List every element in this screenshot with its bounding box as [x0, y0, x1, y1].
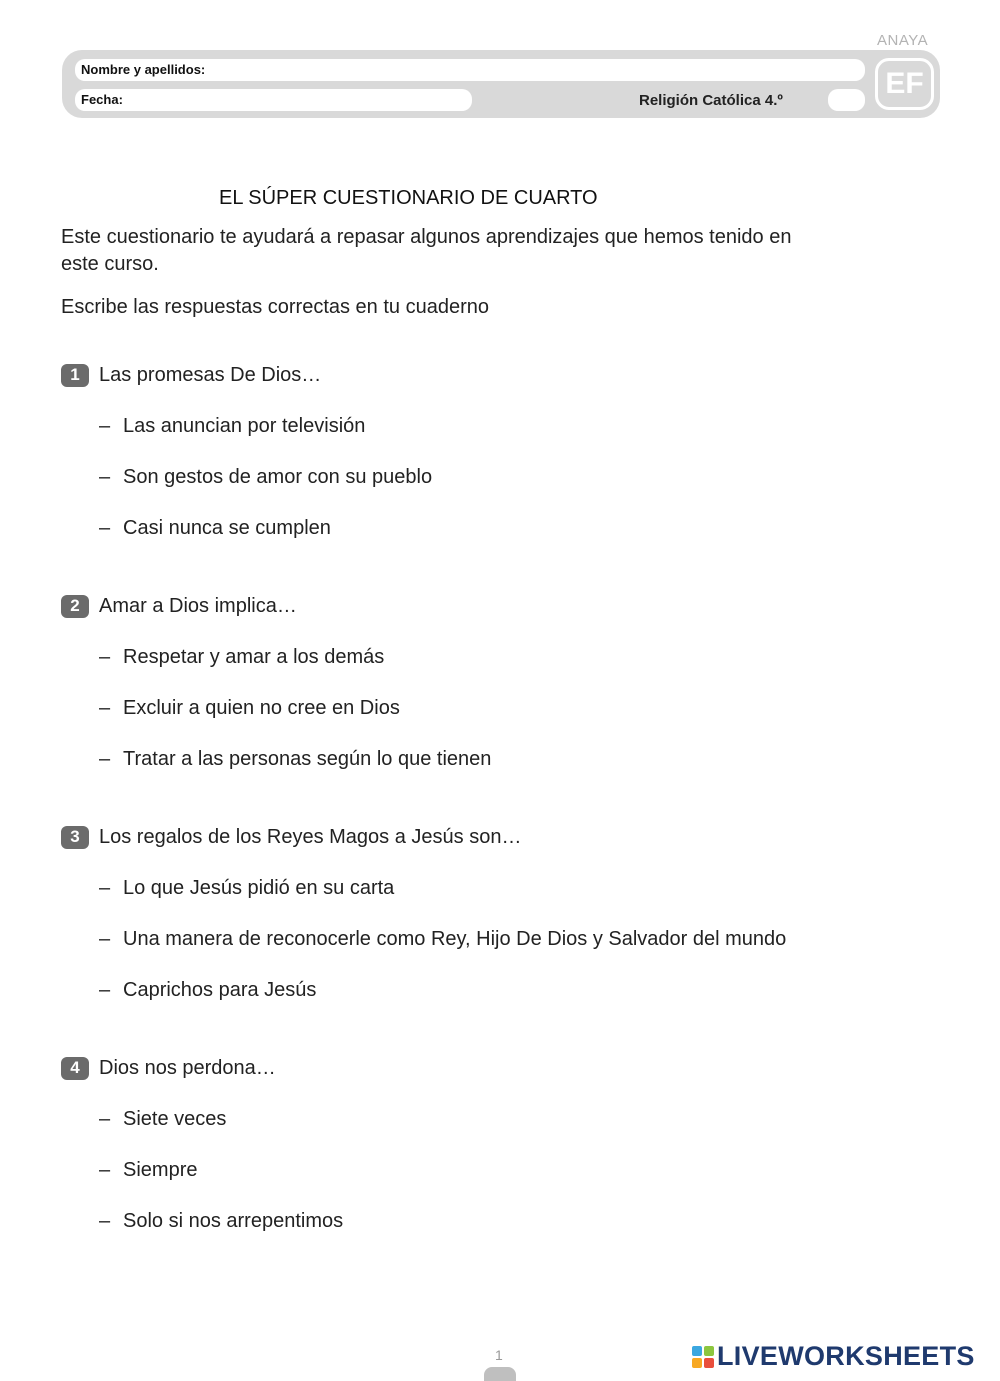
answer-option[interactable] — [99, 976, 786, 1004]
option-text: Excluir a quien no cree en Dios — [123, 697, 400, 719]
option-dash: – — [99, 517, 111, 539]
option-dash: – — [99, 466, 111, 488]
date-field[interactable]: Fecha: — [75, 89, 472, 111]
answer-option[interactable] — [99, 1156, 343, 1184]
answer-option[interactable] — [99, 463, 432, 491]
question-text: Los regalos de los Reyes Magos a Jesús son… — [99, 825, 522, 848]
page-tab — [484, 1367, 516, 1381]
answer-option[interactable] — [99, 874, 786, 902]
option-dash: – — [99, 877, 111, 899]
worksheet-title: EL SÚPER CUESTIONARIO DE CUARTO — [219, 187, 598, 209]
option-dash: – — [99, 1159, 111, 1181]
option-text: Lo que Jesús pidió en su carta — [123, 877, 395, 899]
name-field[interactable]: Nombre y apellidos: — [75, 59, 865, 81]
liveworksheets-logo — [692, 1341, 975, 1372]
option-dash: – — [99, 1108, 111, 1130]
publisher-logo: ANAYA — [877, 32, 929, 49]
option-dash: – — [99, 1210, 111, 1232]
subject-label: Religión Católica 4.º — [639, 92, 783, 109]
question-text: Amar a Dios implica… — [99, 594, 297, 617]
logo-square — [704, 1358, 714, 1368]
option-text: Las anuncian por televisión — [123, 415, 366, 437]
answer-option[interactable] — [99, 1105, 343, 1133]
option-text: Solo si nos arrepentimos — [123, 1210, 344, 1232]
option-dash: – — [99, 415, 111, 437]
question-4 — [61, 1054, 343, 1235]
answer-option[interactable] — [99, 643, 491, 671]
option-text: Una manera de reconocerle como Rey, Hijo De Dios y Salvador del mundo — [123, 928, 787, 950]
option-dash: – — [99, 697, 111, 719]
answer-option[interactable] — [99, 412, 432, 440]
option-dash: – — [99, 646, 111, 668]
question-1 — [61, 361, 432, 542]
intro-text: Este cuestionario te ayudará a repasar algunos aprendizajes que hemos tenido en este curso. — [61, 226, 792, 275]
question-number-badge: 1 — [61, 364, 89, 387]
question-text: Dios nos perdona… — [99, 1056, 276, 1079]
option-text: Siete veces — [123, 1108, 227, 1130]
liveworksheets-wordmark: LIVEWORKSHEETS — [717, 1341, 975, 1371]
option-text: Casi nunca se cumplen — [123, 517, 331, 539]
level-badge: EF — [875, 58, 934, 110]
question-number-badge: 4 — [61, 1057, 89, 1080]
logo-square — [692, 1346, 702, 1356]
question-number-badge: 2 — [61, 595, 89, 618]
logo-square — [692, 1358, 702, 1368]
option-text: Son gestos de amor con su pueblo — [123, 466, 433, 488]
answer-option[interactable] — [99, 925, 786, 953]
question-3 — [61, 823, 786, 1004]
option-text: Caprichos para Jesús — [123, 979, 317, 1001]
instruction-text: Escribe las respuestas correctas en tu cuaderno — [61, 296, 489, 318]
option-text: Respetar y amar a los demás — [123, 646, 385, 668]
question-number-badge: 3 — [61, 826, 89, 849]
answer-option[interactable] — [99, 514, 432, 542]
answer-option[interactable] — [99, 694, 491, 722]
question-text: Las promesas De Dios… — [99, 363, 322, 386]
option-text: Siempre — [123, 1159, 198, 1181]
page-number: 1 — [495, 1347, 503, 1363]
student-info-header — [62, 50, 940, 118]
answer-option[interactable] — [99, 1207, 343, 1235]
option-text: Tratar a las personas según lo que tienen — [123, 748, 492, 770]
answer-option[interactable] — [99, 745, 491, 773]
logo-square — [704, 1346, 714, 1356]
course-box — [828, 89, 865, 111]
option-dash: – — [99, 748, 111, 770]
liveworksheets-icon — [692, 1346, 714, 1368]
option-dash: – — [99, 928, 111, 950]
option-dash: – — [99, 979, 111, 1001]
question-2 — [61, 592, 491, 773]
